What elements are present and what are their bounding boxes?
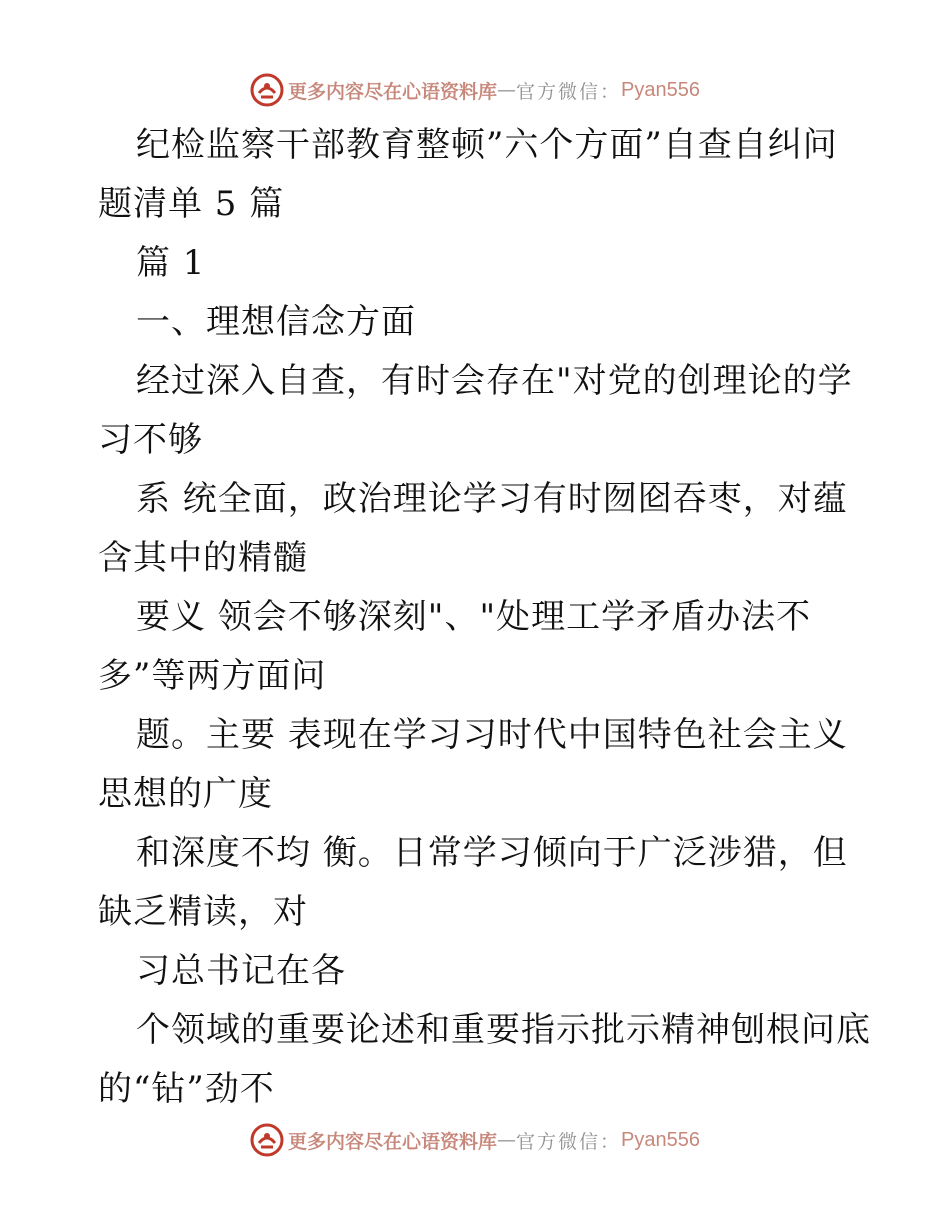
wechat-id: Pyan556 <box>621 1128 700 1151</box>
paragraph-line: 习不够 <box>98 420 203 460</box>
paragraph-line: 的“钻”劲不 <box>98 1069 275 1109</box>
logo-icon <box>250 73 284 107</box>
header-banner <box>0 70 950 110</box>
paragraph-line: 题。主要 表现在学习习时代中国特色社会主义 <box>136 715 848 755</box>
logo-icon <box>250 1123 284 1157</box>
paragraph-line: 和深度不均 衡。日常学习倾向于广泛涉猎，但 <box>136 833 848 873</box>
brand-text: 更多内容尽在心语资料库 <box>288 1130 498 1153</box>
paragraph-line: 思想的广度 <box>98 774 273 814</box>
wechat-id: Pyan556 <box>621 78 700 101</box>
paragraph-line: 个领域的重要论述和重要指示批示精神刨根问底 <box>136 1010 871 1050</box>
brand-text: 更多内容尽在心语资料库 <box>288 80 498 103</box>
footer-banner <box>0 1120 950 1160</box>
wechat-label: 官方微信： <box>516 1130 622 1153</box>
heading-ideals: 一、理想信念方面 <box>136 302 416 342</box>
paragraph-line: 多”等两方面问 <box>98 656 327 696</box>
section-label: 篇 1 <box>136 243 206 283</box>
wechat-label: 官方微信： <box>516 80 622 103</box>
title-line-2: 题清单 5 篇 <box>98 184 285 224</box>
banner-separator: — <box>497 1129 517 1151</box>
document-body <box>98 116 871 1119</box>
paragraph-line: 系 统全面，政治理论学习有时囫囵吞枣，对蕴 <box>136 479 848 519</box>
paragraph-line: 习总书记在各 <box>136 951 346 991</box>
banner-separator: — <box>497 79 517 101</box>
paragraph-line: 缺乏精读，对 <box>98 892 308 932</box>
title-line-1: 纪检监察干部教育整顿”六个方面”自查自纠问 <box>136 125 838 165</box>
paragraph-line: 要义 领会不够深刻"、"处理工学矛盾办法不 <box>136 597 812 637</box>
paragraph-line: 含其中的精髓 <box>98 538 308 578</box>
paragraph-line: 经过深入自查，有时会存在"对党的创理论的学 <box>136 361 853 401</box>
